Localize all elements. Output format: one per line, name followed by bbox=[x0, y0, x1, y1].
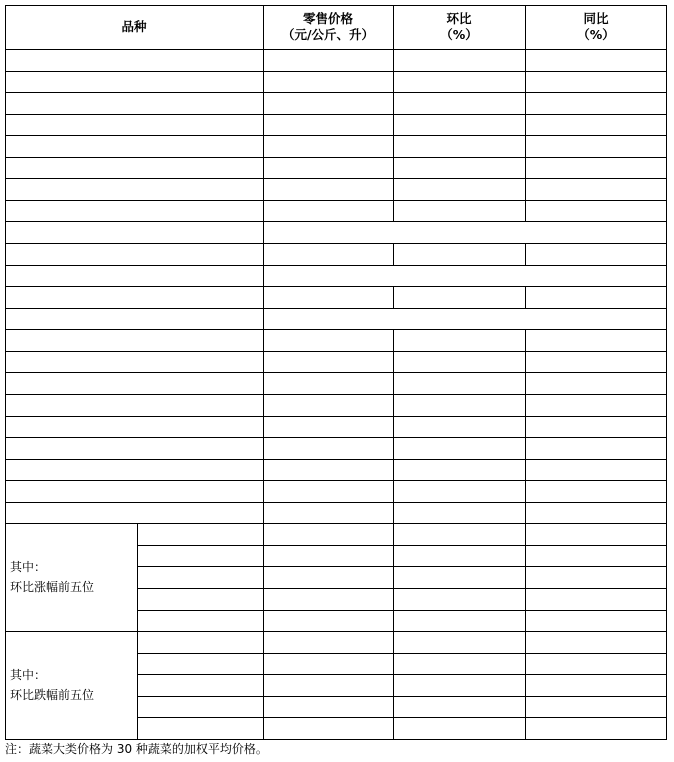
mom-cell bbox=[393, 566, 525, 588]
mom-cell bbox=[393, 178, 525, 200]
group-label-line2: 环比跌幅前五位 bbox=[10, 688, 95, 702]
row-label bbox=[137, 588, 263, 610]
yoy-cell bbox=[525, 329, 667, 351]
row-label bbox=[5, 200, 263, 222]
row-label bbox=[5, 243, 263, 265]
header-yoy-line2: （%） bbox=[577, 27, 615, 42]
row-label bbox=[5, 502, 263, 524]
price-cell bbox=[263, 394, 393, 416]
row-label bbox=[5, 308, 263, 330]
mom-cell bbox=[393, 437, 525, 459]
group-label-line1: 其中： bbox=[10, 668, 47, 682]
price-cell bbox=[263, 243, 393, 265]
price-cell bbox=[263, 566, 393, 588]
price-cell bbox=[263, 135, 393, 157]
yoy-cell bbox=[525, 653, 667, 675]
mom-cell bbox=[393, 459, 525, 481]
yoy-cell bbox=[525, 588, 667, 610]
row-label bbox=[5, 221, 263, 243]
yoy-cell bbox=[525, 459, 667, 481]
yoy-cell bbox=[525, 221, 667, 243]
price-cell bbox=[263, 523, 393, 545]
header-yoy-line1: 同比 bbox=[583, 11, 609, 26]
yoy-cell bbox=[525, 610, 667, 632]
row-label bbox=[5, 372, 263, 394]
yoy-cell bbox=[525, 92, 667, 114]
yoy-cell bbox=[525, 717, 667, 739]
mom-cell bbox=[393, 49, 525, 71]
group-label-line1: 其中： bbox=[10, 560, 47, 575]
row-label bbox=[5, 49, 263, 71]
mom-cell bbox=[393, 653, 525, 675]
mom-cell bbox=[393, 135, 525, 157]
yoy-cell bbox=[525, 114, 667, 136]
row-label bbox=[137, 674, 263, 696]
price-cell bbox=[263, 308, 393, 330]
mom-cell bbox=[393, 696, 525, 718]
yoy-cell bbox=[525, 696, 667, 718]
mom-cell bbox=[393, 351, 525, 373]
row-label bbox=[5, 71, 263, 93]
price-cell bbox=[263, 265, 393, 287]
mom-cell bbox=[393, 286, 525, 308]
header-price-line1: 零售价格 bbox=[302, 11, 353, 26]
mom-cell bbox=[393, 588, 525, 610]
row-label bbox=[5, 157, 263, 179]
yoy-cell bbox=[525, 416, 667, 438]
price-cell bbox=[263, 221, 393, 243]
mom-cell bbox=[393, 114, 525, 136]
header-price-line2: （元/公斤、升） bbox=[281, 27, 375, 42]
mom-cell bbox=[393, 157, 525, 179]
group-label bbox=[5, 523, 137, 631]
yoy-cell bbox=[525, 135, 667, 157]
header-mom bbox=[393, 5, 525, 49]
price-cell bbox=[263, 696, 393, 718]
row-label bbox=[5, 394, 263, 416]
row-label bbox=[137, 653, 263, 675]
price-cell bbox=[263, 49, 393, 71]
mom-cell bbox=[393, 329, 525, 351]
mom-cell bbox=[393, 523, 525, 545]
row-label bbox=[5, 480, 263, 502]
row-label bbox=[5, 416, 263, 438]
price-cell bbox=[263, 610, 393, 632]
yoy-cell bbox=[525, 394, 667, 416]
row-label bbox=[5, 459, 263, 481]
price-cell bbox=[263, 437, 393, 459]
price-cell bbox=[263, 286, 393, 308]
price-cell bbox=[263, 329, 393, 351]
price-cell bbox=[263, 200, 393, 222]
row-label bbox=[5, 437, 263, 459]
yoy-cell bbox=[525, 265, 667, 287]
header-variety bbox=[5, 5, 263, 49]
group-label bbox=[5, 631, 137, 739]
header-retail-price bbox=[263, 5, 393, 49]
mom-cell bbox=[393, 221, 525, 243]
row-label bbox=[137, 523, 263, 545]
mom-cell bbox=[393, 502, 525, 524]
price-cell bbox=[263, 674, 393, 696]
yoy-cell bbox=[525, 523, 667, 545]
yoy-cell bbox=[525, 49, 667, 71]
yoy-cell bbox=[525, 351, 667, 373]
mom-cell bbox=[393, 610, 525, 632]
yoy-cell bbox=[525, 243, 667, 265]
price-cell bbox=[263, 502, 393, 524]
price-cell bbox=[263, 459, 393, 481]
row-label bbox=[137, 545, 263, 567]
row-label bbox=[137, 610, 263, 632]
row-label bbox=[5, 178, 263, 200]
row-label bbox=[5, 265, 263, 287]
footnote: 注：蔬菜大类价格为 30 种蔬菜的加权平均价格。 bbox=[5, 742, 268, 756]
mom-cell bbox=[393, 92, 525, 114]
price-cell bbox=[263, 351, 393, 373]
mom-cell bbox=[393, 717, 525, 739]
price-cell bbox=[263, 157, 393, 179]
row-label bbox=[137, 566, 263, 588]
price-cell bbox=[263, 545, 393, 567]
yoy-cell bbox=[525, 71, 667, 93]
price-cell bbox=[263, 631, 393, 653]
yoy-cell bbox=[525, 308, 667, 330]
header-variety-label: 品种 bbox=[121, 19, 147, 34]
mom-cell bbox=[393, 372, 525, 394]
yoy-cell bbox=[525, 566, 667, 588]
yoy-cell bbox=[525, 178, 667, 200]
row-label bbox=[5, 329, 263, 351]
row-label bbox=[5, 114, 263, 136]
price-cell bbox=[263, 653, 393, 675]
row-label bbox=[137, 631, 263, 653]
price-cell bbox=[263, 114, 393, 136]
mom-cell bbox=[393, 243, 525, 265]
header-mom-line1: 环比 bbox=[446, 11, 472, 26]
price-cell bbox=[263, 92, 393, 114]
header-mom-line2: （%） bbox=[440, 27, 478, 42]
mom-cell bbox=[393, 394, 525, 416]
yoy-cell bbox=[525, 437, 667, 459]
row-label bbox=[5, 351, 263, 373]
mom-cell bbox=[393, 480, 525, 502]
price-cell bbox=[263, 71, 393, 93]
group-label-line2: 环比涨幅前五位 bbox=[10, 580, 95, 595]
yoy-cell bbox=[525, 157, 667, 179]
mom-cell bbox=[393, 200, 525, 222]
yoy-cell bbox=[525, 631, 667, 653]
yoy-cell bbox=[525, 286, 667, 308]
yoy-cell bbox=[525, 200, 667, 222]
yoy-cell bbox=[525, 674, 667, 696]
price-table bbox=[5, 5, 667, 740]
price-cell bbox=[263, 588, 393, 610]
price-cell bbox=[263, 480, 393, 502]
row-label bbox=[137, 696, 263, 718]
yoy-cell bbox=[525, 480, 667, 502]
row-label bbox=[5, 286, 263, 308]
mom-cell bbox=[393, 265, 525, 287]
price-cell bbox=[263, 416, 393, 438]
header-yoy bbox=[525, 5, 667, 49]
row-label bbox=[5, 92, 263, 114]
yoy-cell bbox=[525, 502, 667, 524]
row-label bbox=[137, 717, 263, 739]
mom-cell bbox=[393, 674, 525, 696]
mom-cell bbox=[393, 71, 525, 93]
row-label bbox=[5, 135, 263, 157]
mom-cell bbox=[393, 308, 525, 330]
yoy-cell bbox=[525, 545, 667, 567]
mom-cell bbox=[393, 416, 525, 438]
yoy-cell bbox=[525, 372, 667, 394]
mom-cell bbox=[393, 545, 525, 567]
price-cell bbox=[263, 178, 393, 200]
mom-cell bbox=[393, 631, 525, 653]
price-cell bbox=[263, 372, 393, 394]
price-cell bbox=[263, 717, 393, 739]
